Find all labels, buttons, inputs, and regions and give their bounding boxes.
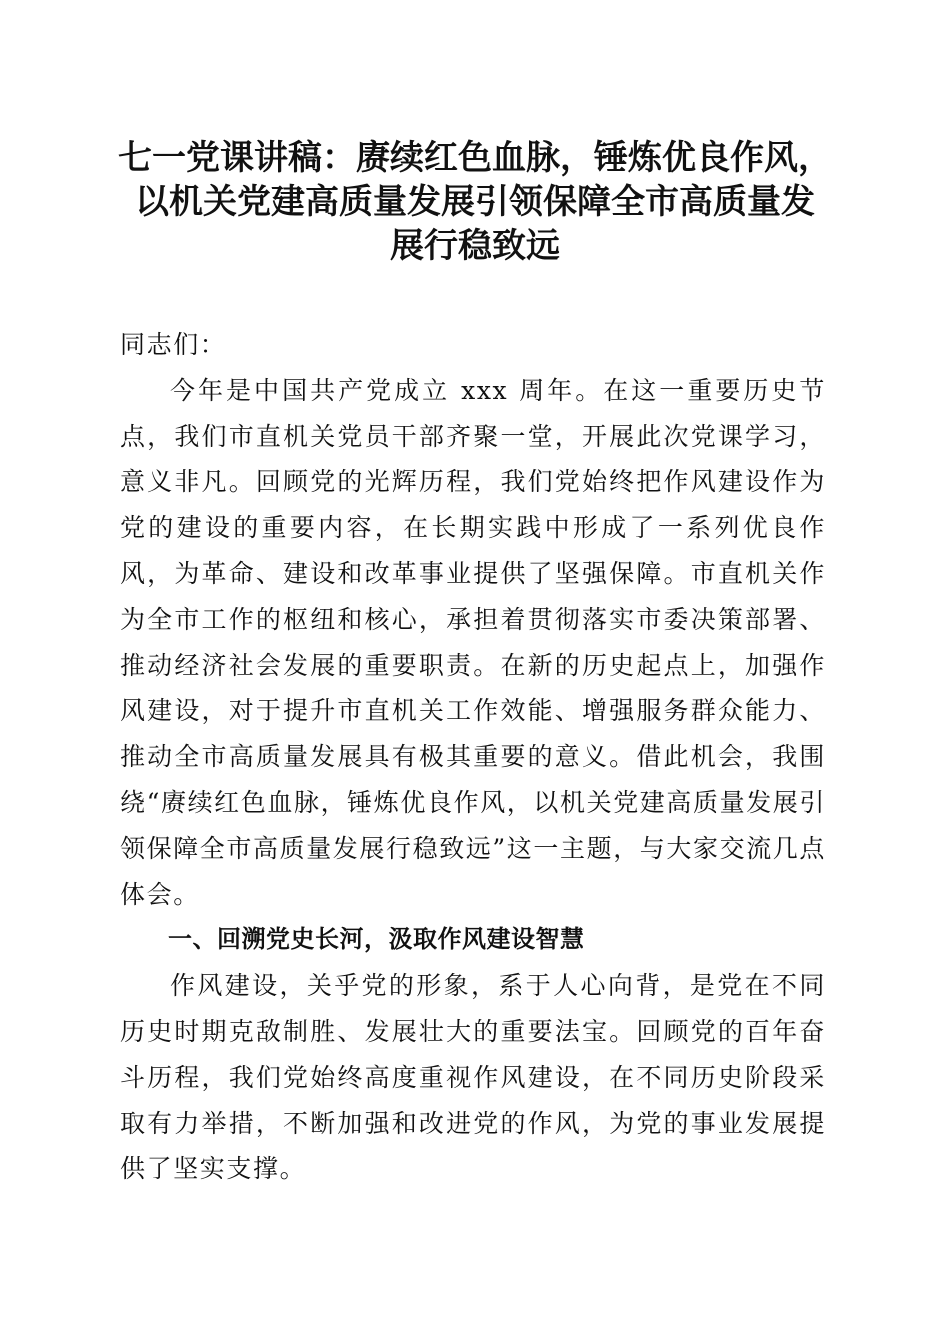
section-heading-1: 一、回溯党史长河，汲取作风建设智慧	[168, 925, 585, 954]
paragraph-section-1: 作风建设，关乎党的形象，系于人心向背，是党在不同历史时期克敌制胜、发展壮大的重要法宝。回顾党的百年奋斗历程，我们党始终高度重视作风建设，在不同历史阶段采取有力举措，不断加强和改进党的作风，为党的事业发展提供了坚实支撑。	[120, 971, 826, 1184]
paragraph-intro: 今年是中国共产党成立 xxx 周年。在这一重要历史节点，我们市直机关党员干部齐聚一堂，开展此次党课学习，意义非凡。回顾党的光辉历程，我们党始终把作风建设作为党的建设的重要内容，在长期实践中形成了一系列优良作风，为革命、建设和改革事业提供了坚强保障。市直机关作为全市工作的枢纽和核心，承担着贯彻落实市委决策部署、推动经济社会发展的重要职责。在新的历史起点上，加强作风建设，对于提升市直机关工作效能、增强服务群众能力、推动全市高质量发展具有极其重要的意义。借此机会，我围绕“赓续红色血脉，锤炼优良作风，以机关党建高质量发展引领保障全市高质量发展行稳致远”这一主题，与大家交流几点体会。	[120, 375, 826, 909]
document-body	[120, 322, 826, 1192]
title-line-1: 七一党课讲稿：赓续红色血脉，锤炼优良作风，	[118, 138, 832, 178]
title-line-3: 展行稳致远	[390, 226, 560, 266]
salutation: 同志们：	[120, 330, 227, 359]
document-title	[110, 136, 840, 268]
title-line-2: 以机关党建高质量发展引领保障全市高质量发	[135, 182, 815, 222]
